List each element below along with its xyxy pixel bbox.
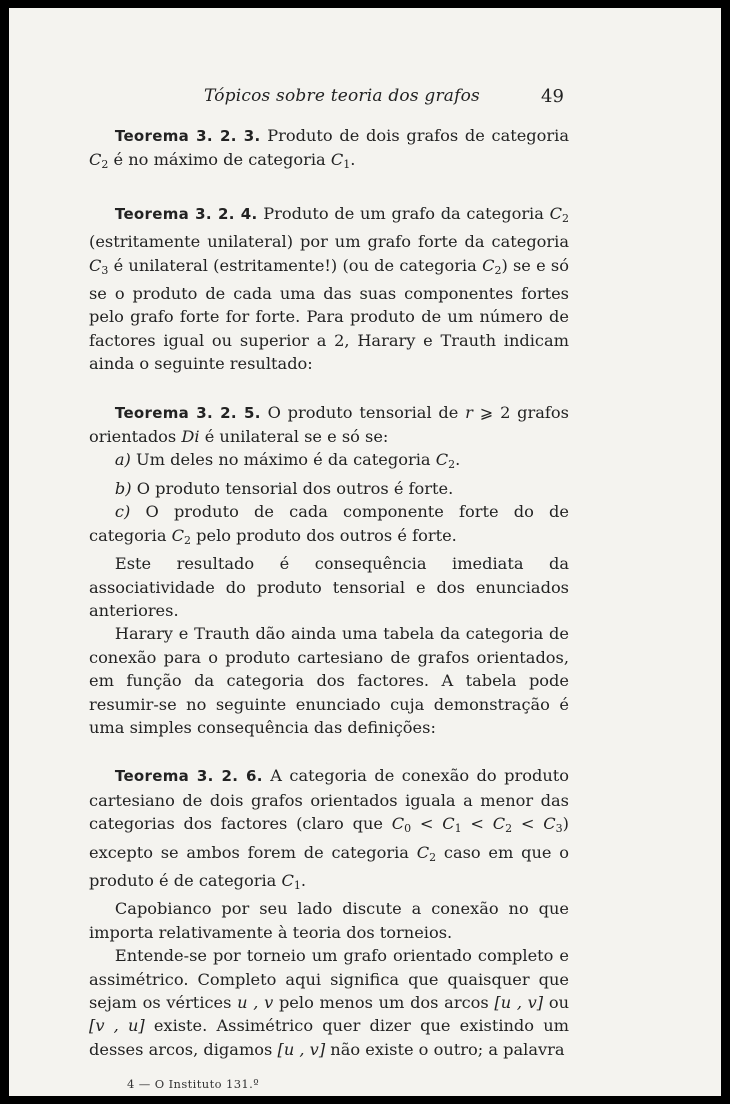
paragraph: Capobianco por seu lado discute a conexão no que importa relativamente à teoria dos torneios. [89, 899, 569, 942]
math-symbol: Di [181, 427, 200, 447]
math-symbol: C [171, 525, 185, 545]
theorem-3-2-5 [89, 401, 569, 449]
subscript: 2 [562, 211, 569, 225]
theorem-3-2-3 [89, 124, 569, 177]
math-symbol: C [89, 150, 102, 170]
math-symbol: C [281, 870, 294, 890]
item-text: O produto de cada componente forte do de categoria [89, 502, 569, 545]
theorem-text: ) se e só se o produto de cada uma das suas componentes fortes pelo grafo forte for forte. Para produto de um número de factores igual ou superior a 2, Harary e Trauth indicam ainda o seguinte resultado: [89, 255, 569, 374]
math-symbol: C [442, 814, 455, 834]
subscript: 3 [101, 263, 109, 277]
math-symbol: C [330, 150, 344, 170]
running-title: Tópicos sobre teoria dos grafos [204, 86, 480, 106]
theorem-text: caso em que o produto é de categoria [89, 842, 569, 890]
math-symbol: [u , v] [277, 1039, 326, 1059]
theorem-label: Teorema 3. 2. 5. [114, 403, 261, 422]
math-symbol: r [465, 402, 473, 422]
subscript: 2 [429, 850, 437, 864]
theorem-text: Produto de dois grafos de categoria [267, 126, 569, 145]
paragraph-text: existe. Assimétrico quer dizer que existindo um desses arcos, digamos [89, 1016, 569, 1059]
theorem-text: A categoria de conexão do produto cartesiano de dois grafos orientados iguala a menor das categorias dos factores (claro que [89, 766, 569, 834]
item-label: a) [114, 450, 131, 470]
item-label: c) [114, 502, 131, 522]
theorem-text: ⩾ 2 grafos orientados [89, 402, 569, 447]
subscript: 3 [555, 822, 563, 836]
paragraph: Este resultado é consequência imediata da associatividade do produto tensorial e dos enunciados anteriores. [89, 554, 569, 620]
paragraph: Harary e Trauth dão ainda uma tabela da categoria de conexão para o produto cartesiano de grafos orientados, em função da categoria dos factores. A tabela pode resumir-se no seguinte enunciado cuja demonstração é uma simples consequência das definições: [89, 624, 569, 737]
math-symbol: C [482, 255, 495, 275]
paragraph-text: Entende-se por torneio um grafo orientado completo e assimétrico. Completo aqui significa que quaisquer que sejam os vértices [89, 946, 569, 1012]
theorem-3-2-4 [89, 202, 569, 376]
item-text: . [455, 450, 461, 470]
math-symbol: C [416, 842, 430, 862]
subscript: 0 [404, 822, 412, 836]
paragraph-text: ou [543, 993, 569, 1012]
subscript: 2 [101, 158, 109, 172]
theorem-text: Produto de um grafo da categoria [263, 203, 550, 223]
math-symbol: C [543, 814, 556, 834]
math-operator: < [411, 814, 443, 834]
subscript: 1 [454, 822, 462, 836]
item-text: pelo produto dos outros é forte. [191, 525, 457, 545]
math-symbol: [v , u] [89, 1016, 145, 1036]
math-symbol: C [391, 814, 405, 834]
paragraph [89, 944, 569, 1061]
book-page [9, 8, 721, 1096]
theorem-label: Teorema 3. 2. 3. [114, 127, 261, 145]
math-symbol: u , v [237, 993, 274, 1012]
subscript: 2 [494, 263, 502, 277]
page-body [89, 124, 569, 1097]
theorem-text: é no máximo de categoria [108, 150, 331, 170]
math-symbol: C [89, 255, 102, 275]
theorem-label: Teorema 3. 2. 6. [114, 767, 263, 786]
theorem-text: . [300, 870, 307, 890]
math-symbol: C [549, 203, 562, 223]
condition-c [89, 500, 569, 552]
theorem-text: (estritamente unilateral) por um grafo forte da categoria [89, 232, 569, 252]
subscript: 2 [505, 822, 513, 836]
subscript: 1 [293, 878, 301, 892]
paragraph-text: pelo menos um dos arcos [273, 993, 495, 1012]
item-label: b) [114, 478, 132, 498]
item-text: O produto tensorial dos outros é forte. [136, 478, 454, 498]
page-number: 49 [541, 86, 564, 107]
signature-line: 4 — O Instituto 131.º [127, 1077, 260, 1092]
theorem-text: ) excepto se ambos forem de categoria [89, 814, 569, 862]
page-header [9, 86, 721, 114]
condition-b [89, 477, 569, 500]
theorem-text: O produto tensorial de [267, 402, 466, 422]
subscript: 1 [343, 158, 351, 172]
theorem-label: Teorema 3. 2. 4. [114, 204, 258, 223]
math-symbol: C [492, 814, 506, 834]
math-symbol: C [435, 450, 449, 470]
theorem-3-2-6 [89, 764, 569, 897]
subscript: 2 [448, 458, 456, 472]
math-symbol: [u , v] [494, 993, 544, 1012]
condition-a [89, 448, 569, 476]
math-operator: < [461, 814, 493, 834]
item-text: Um deles no máximo é da categoria [136, 450, 436, 470]
theorem-text: é unilateral (estritamente!) (ou de categoria [108, 255, 483, 275]
subscript: 2 [184, 533, 192, 547]
paragraph-text: não existe o outro; a palavra [325, 1039, 565, 1059]
theorem-text: é unilateral se e só se: [199, 427, 389, 447]
math-operator: < [512, 814, 544, 834]
theorem-text: . [350, 150, 356, 170]
